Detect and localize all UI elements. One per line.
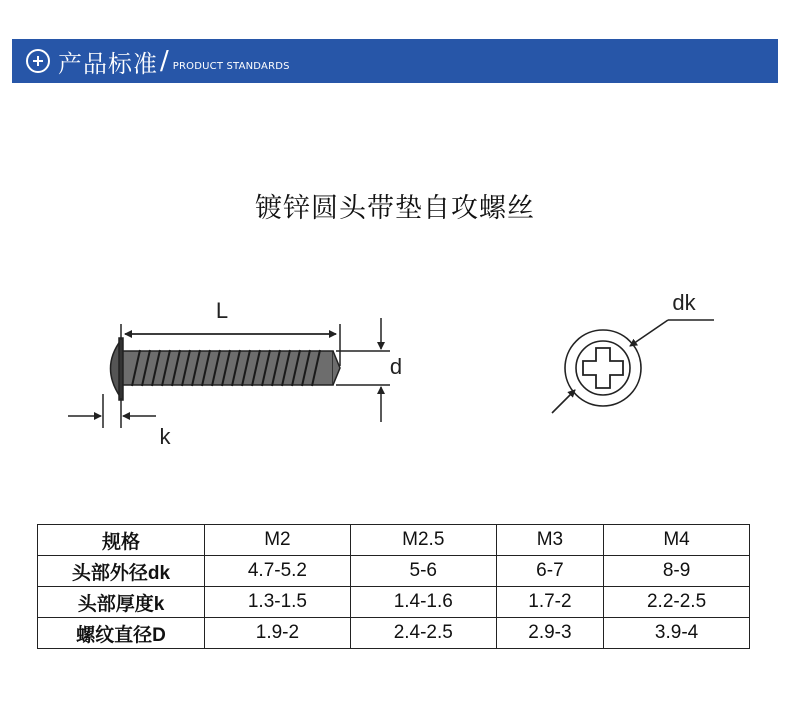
banner-slash: / [160, 46, 169, 76]
label-k: k [159, 424, 171, 449]
banner-title: 产品标准 [58, 49, 158, 78]
table-cell: 1.7-2 [496, 587, 603, 618]
table-cell: 6-7 [496, 556, 603, 587]
label-L: L [215, 298, 229, 323]
table-cell: 8-9 [604, 556, 750, 587]
product-title: 镀锌圆头带垫自攻螺丝 [255, 193, 535, 224]
row-label: 头部外径dk [38, 556, 205, 587]
spec-table [37, 524, 750, 649]
row-label: 头部厚度k [38, 587, 205, 618]
table-row [38, 556, 750, 587]
table-header-cell: M4 [604, 525, 750, 556]
row-label: 螺纹直径D [38, 618, 205, 649]
label-dk: dk [672, 290, 696, 315]
table-cell: 1.4-1.6 [350, 587, 496, 618]
table-row [38, 618, 750, 649]
table-header-label: 规格 [38, 525, 205, 556]
table-cell: 2.4-2.5 [350, 618, 496, 649]
table-cell: 1.9-2 [205, 618, 351, 649]
table-header-cell: M2 [205, 525, 351, 556]
table-header-cell: M3 [496, 525, 603, 556]
table-row [38, 587, 750, 618]
table-cell: 3.9-4 [604, 618, 750, 649]
table-cell: 4.7-5.2 [205, 556, 351, 587]
label-d: d [389, 354, 403, 379]
screw-head-front-view [552, 320, 714, 413]
table-cell: 2.2-2.5 [604, 587, 750, 618]
table-header-row [38, 525, 750, 556]
table-cell: 1.3-1.5 [205, 587, 351, 618]
plus-circle-icon [26, 49, 50, 73]
screw-side-view [68, 318, 390, 428]
table-cell: 5-6 [350, 556, 496, 587]
screw-diagram [0, 280, 790, 460]
table-header-cell: M2.5 [350, 525, 496, 556]
section-banner [12, 39, 778, 83]
table-cell: 2.9-3 [496, 618, 603, 649]
banner-subtitle: PRODUCT STANDARDS [172, 60, 290, 72]
